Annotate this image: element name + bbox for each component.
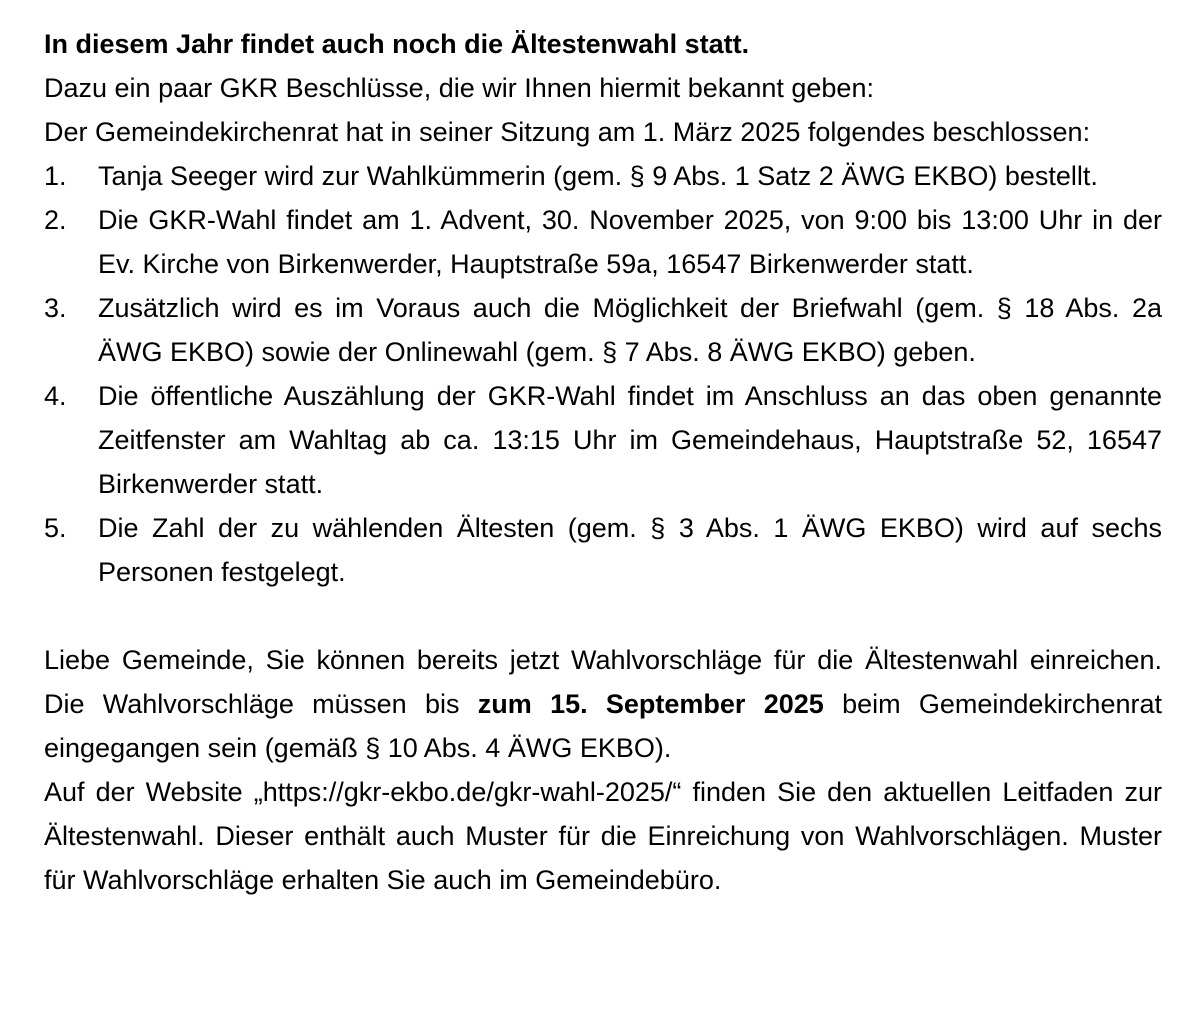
resolution-number: 2.: [44, 205, 67, 235]
intro-line: Dazu ein paar GKR Beschlüsse, die wir Ihnen hiermit bekannt geben:: [44, 73, 874, 103]
announcement-document: [44, 22, 1162, 902]
paragraph-spacer: [44, 594, 1162, 638]
nominations-paragraph: [44, 638, 1162, 770]
resolution-item: [44, 198, 1162, 286]
resolution-text: Die Zahl der zu wählenden Ältesten (gem. § 3 Abs. 1 ÄWG EKBO) wird auf sechs Personen festgelegt.: [98, 513, 1162, 587]
resolution-item: [44, 154, 1162, 198]
resolutions-list: [44, 154, 1162, 594]
nominations-deadline: zum 15. September 2025: [477, 689, 824, 719]
resolution-number: 4.: [44, 381, 67, 411]
council-decision-line: Der Gemeindekirchenrat hat in seiner Sitzung am 1. März 2025 folgendes beschlossen:: [44, 117, 1091, 147]
nominations-text-before: Liebe Gemeinde, Sie können bereits jetzt Wahlvorschläge für die Ältestenwahl einreichen. Die Wahlvorschläge müssen bis: [44, 645, 1162, 719]
resolution-item: [44, 506, 1162, 594]
resolution-text: Die GKR-Wahl findet am 1. Advent, 30. November 2025, von 9:00 bis 13:00 Uhr in der Ev. Kirche von Birkenwerder, Hauptstraße 59a, 16547 Birkenwerder statt.: [98, 205, 1162, 279]
website-paragraph: Auf der Website „https://gkr-ekbo.de/gkr-wahl-2025/“ finden Sie den aktuellen Leitfaden zur Ältestenwahl. Dieser enthält auch Muster für die Einreichung von Wahlvorschlägen. Muster für Wahlvorschläge erhalten Sie auch im Gemeindebüro.: [44, 777, 1162, 895]
resolution-text: Tanja Seeger wird zur Wahlkümmerin (gem. § 9 Abs. 1 Satz 2 ÄWG EKBO) bestellt.: [98, 161, 1098, 191]
resolution-number: 5.: [44, 513, 67, 543]
resolution-text: Die öffentliche Auszählung der GKR-Wahl findet im Anschluss an das oben genannte Zeitfenster am Wahltag ab ca. 13:15 Uhr im Gemeindehaus, Hauptstraße 52, 16547 Birkenwerder statt.: [98, 381, 1162, 499]
nominations-text-after: beim Gemeindekirchenrat eingegangen sein (gemäß § 10 Abs. 4 ÄWG EKBO).: [44, 689, 1162, 763]
announcement-heading: In diesem Jahr findet auch noch die Ältestenwahl statt.: [44, 29, 750, 59]
resolution-item: [44, 374, 1162, 506]
resolution-number: 1.: [44, 161, 67, 191]
resolution-number: 3.: [44, 293, 67, 323]
resolution-item: [44, 286, 1162, 374]
resolution-text: Zusätzlich wird es im Voraus auch die Möglichkeit der Briefwahl (gem. § 18 Abs. 2a ÄWG EKBO) sowie der Onlinewahl (gem. § 7 Abs. 8 ÄWG EKBO) geben.: [98, 293, 1162, 367]
